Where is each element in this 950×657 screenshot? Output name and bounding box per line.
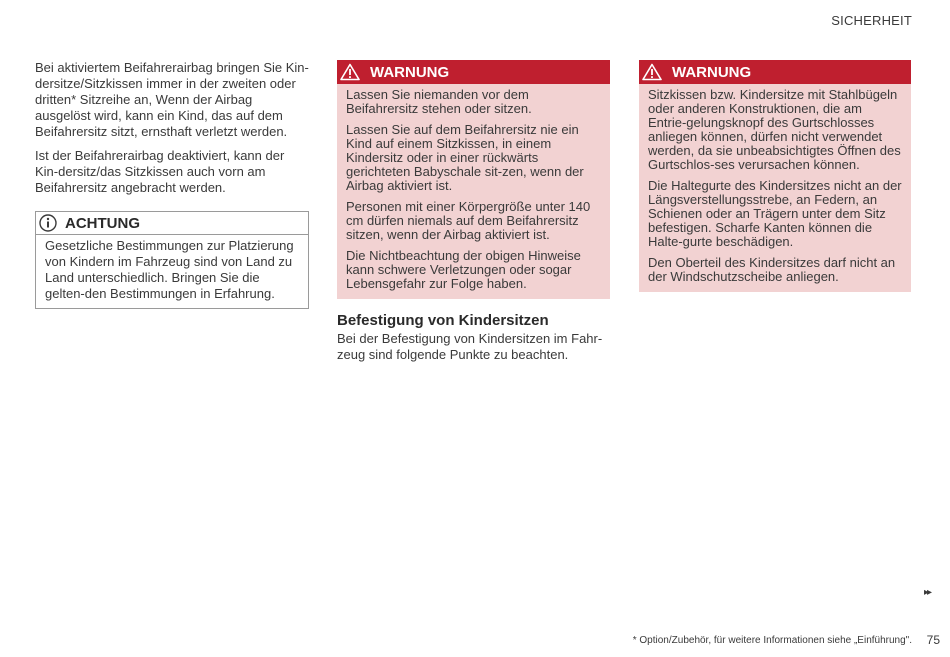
warning-paragraph: Sitzkissen bzw. Kindersitze mit Stahlbügeln oder anderen Konstruktionen, die am Entrie-gelungsknopf des Gurtschlosses anliegen können, dürfen nicht verwendet werden, da sie unbeabsichtigtes Öffnen des Gurtschlos-ses verursachen können. xyxy=(648,87,901,172)
info-icon xyxy=(39,214,57,232)
warning-paragraph: Die Nichtbeachtung der obigen Hinweise kann schwere Verletzungen oder sogar Lebensgefahr zur Folge haben. xyxy=(346,248,581,291)
warning-body xyxy=(337,84,610,299)
warning-paragraph: Lassen Sie auf dem Beifahrersitz nie ein Kind auf einem Sitzkissen, in einem Kindersitz oder in einer rückwärts gerichteten Babyschale sit-zen, wenn der Airbag aktiviert ist. xyxy=(346,122,584,193)
attention-notice xyxy=(35,211,309,309)
warning-paragraph: Lassen Sie niemanden vor dem Beifahrersitz stehen oder sitzen. xyxy=(346,87,532,116)
warning-triangle-icon xyxy=(340,63,360,81)
warning-title: WARNUNG xyxy=(370,63,450,81)
warning-triangle-icon xyxy=(642,63,662,81)
warning-paragraph: Den Oberteil des Kindersitzes darf nicht an der Windschutzscheibe anliegen. xyxy=(648,255,896,284)
column-left xyxy=(35,60,309,309)
warning-body xyxy=(639,84,911,292)
body-paragraph: Bei aktiviertem Beifahrerairbag bringen Sie Kin-dersitze/Sitzkissen immer in der zweiten oder dritten* Sitzreihe an, Wenn der Airbag ausgelöst wird, kann ein Kind, das auf dem Beifahrersitz sitzt, ernsthaft verletzt werden. xyxy=(35,60,309,139)
warning-paragraph: Die Haltegurte des Kindersitzes nicht an der Längsverstellungsstrebe, an Federn, an Schienen oder an Trägern unter dem Sitz befestigen. Scharfe Kanten können die Halte-gurte beschädigen. xyxy=(648,178,902,249)
warning-header xyxy=(639,60,911,84)
warning-box xyxy=(639,60,911,292)
warning-box xyxy=(337,60,610,299)
warning-title: WARNUNG xyxy=(672,63,752,81)
body-paragraph: Ist der Beifahrerairbag deaktiviert, kann der Kin-dersitz/das Sitzkissen auch vorn am Beifahrersitz angebracht werden. xyxy=(35,148,285,195)
next-page-arrows[interactable]: ▸▸ xyxy=(924,587,931,598)
notice-title: ACHTUNG xyxy=(65,214,140,232)
notice-text: Gesetzliche Bestimmungen zur Platzierung von Kindern im Fahrzeug sind von Land zu Land unterschiedlich. Bringen Sie die gelten-den Bestimmungen in Erfahrung. xyxy=(45,238,294,301)
warning-header xyxy=(337,60,610,84)
section-heading: Befestigung von Kindersitzen xyxy=(337,312,549,329)
section-paragraph: Bei der Befestigung von Kindersitzen im Fahr-zeug sind folgende Punkte zu beachten. xyxy=(337,331,603,362)
column-right xyxy=(639,60,911,292)
footnote: * Option/Zubehör, für weitere Informationen siehe „Einführung". xyxy=(632,635,912,646)
page-section-title: SICHERHEIT xyxy=(831,13,912,28)
warning-paragraph: Personen mit einer Körpergröße unter 140 cm dürfen niemals auf dem Beifahrersitz sitzen, wenn der Airbag aktiviert ist. xyxy=(346,199,591,242)
notice-body xyxy=(36,235,308,308)
page-number: 75 xyxy=(926,633,940,647)
column-middle xyxy=(337,60,610,371)
notice-header xyxy=(36,212,308,235)
